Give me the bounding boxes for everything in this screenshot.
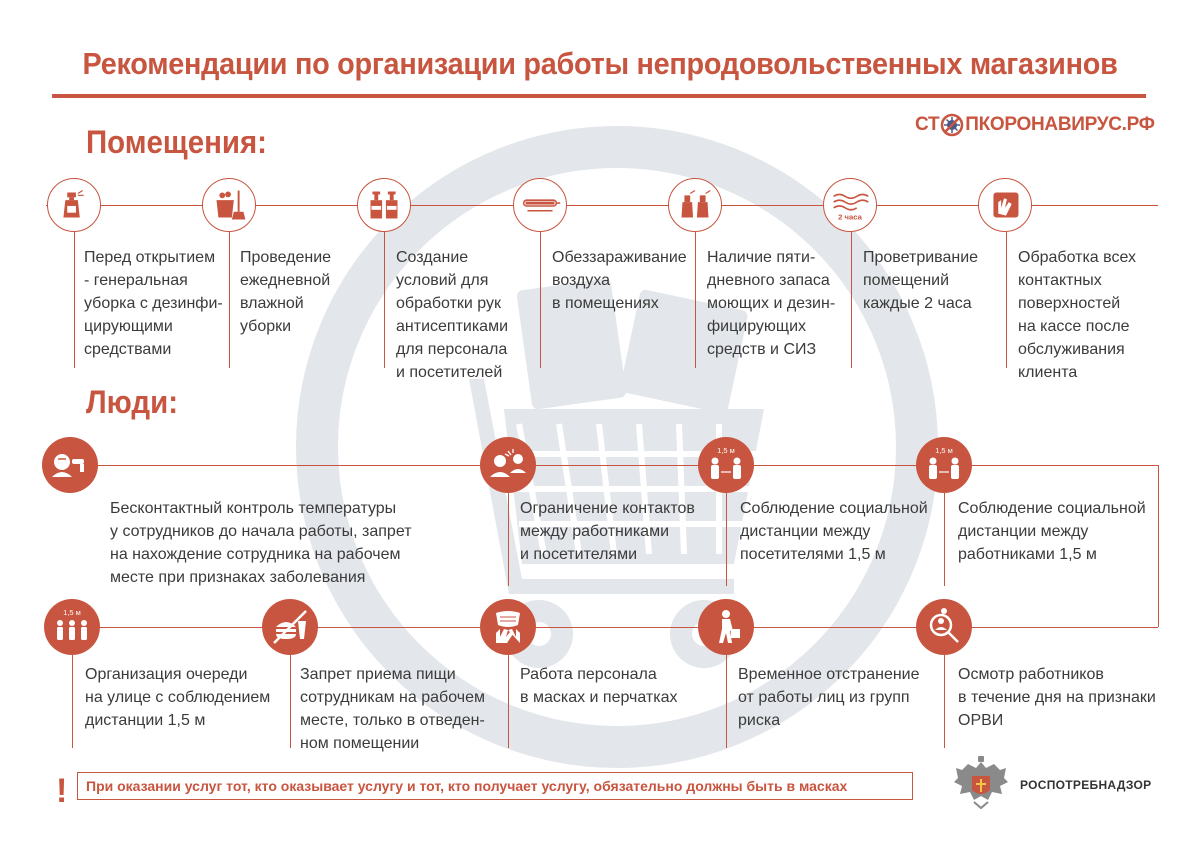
premises-text-3: Создание условий для обработки рук антисептиками для персонала и посетителей xyxy=(396,249,509,381)
connector-line xyxy=(74,232,75,368)
premises-text-6: Проветривание помещений каждые 2 часа xyxy=(863,249,979,312)
title-underline xyxy=(52,94,1146,98)
premises-text-7: Обработка всех контактных поверхностей на кассе после обслуживания клиента xyxy=(1018,249,1137,381)
spray-bottle-icon xyxy=(47,178,101,232)
page-title: Рекомендации по организации работы непродовольственных магазинов xyxy=(82,46,1118,81)
timeline-turn xyxy=(1158,465,1159,627)
people-text-5: Организация очереди на улице с соблюдением дистанции 1,5 м xyxy=(85,666,271,729)
people-text-8: Временное отстранение от работы лиц из групп риска xyxy=(738,666,920,729)
connector-line xyxy=(72,655,73,748)
double-headed-eagle-emblem-icon xyxy=(948,752,1014,818)
people-timeline-2 xyxy=(70,627,1158,628)
mask-notice: При оказании услуг тот, кто оказывает услугу и тот, кто получает услугу, обязательно должны быть в масках xyxy=(77,772,913,800)
connector-line xyxy=(540,232,541,368)
people-text-6: Запрет приема пищи сотрудникам на рабочем месте, только в отведен- ном помещении xyxy=(300,666,485,752)
logo-prefix: СТ xyxy=(915,114,940,135)
icon-caption: 2 часа xyxy=(838,212,862,222)
connector-line xyxy=(508,493,509,586)
distance-workers-icon xyxy=(916,437,972,493)
people-text-4: Соблюдение социальной дистанции между работниками 1,5 м xyxy=(958,500,1146,563)
premises-text-5: Наличие пяти- дневного запаса моющих и дезин- фицирующих средств и СИЗ xyxy=(707,249,836,358)
connector-line xyxy=(726,655,727,748)
symptom-check-icon xyxy=(916,599,972,655)
connector-line xyxy=(384,232,385,368)
section-title-premises: Помещения: xyxy=(86,124,267,160)
thermometer-check-icon xyxy=(42,437,98,493)
connector-line xyxy=(1006,232,1007,368)
bucket-mop-icon xyxy=(202,178,256,232)
people-text-7: Работа персонала в масках и перчатках xyxy=(520,666,678,706)
premises-text-2: Проведение ежедневной влажной уборки xyxy=(240,249,332,335)
premises-text-1: Перед открытием - генеральная уборка с дезинфи- цирующими средствами xyxy=(84,249,223,358)
people-text-1: Бесконтактный контроль температуры у сотрудников до начала работы, запрет на нахождение сотрудника на рабочем месте при признаках заболевания xyxy=(110,500,412,586)
stopcoronavirus-logo xyxy=(915,113,1155,137)
warning-mark: ! xyxy=(56,772,68,810)
surface-wipe-icon xyxy=(978,178,1032,232)
queue-distance-icon xyxy=(44,599,100,655)
people-text-9: Осмотр работников в течение дня на признаки ОРВИ xyxy=(958,666,1156,729)
detergent-stock-icon xyxy=(668,178,722,232)
premises-text-4: Обеззараживание воздуха в помещениях xyxy=(552,249,687,312)
icon-caption: 1,5 м xyxy=(63,608,81,617)
mask-gloves-icon xyxy=(480,599,536,655)
connector-line xyxy=(508,655,509,748)
icon-caption: 1,5 м xyxy=(717,446,735,455)
connector-line xyxy=(944,493,945,586)
section-title-people: Люди: xyxy=(86,384,178,420)
people-text-3: Соблюдение социальной дистанции между посетителями 1,5 м xyxy=(740,500,928,563)
icon-caption: 1,5 м xyxy=(935,446,953,455)
distance-visitors-icon xyxy=(698,437,754,493)
people-text-2: Ограничение контактов между работниками и посетителями xyxy=(520,500,695,563)
connector-line xyxy=(726,493,727,586)
air-flow-icon xyxy=(823,178,877,232)
logo-suffix: ПКОРОНАВИРУС.РФ xyxy=(965,114,1155,135)
people-timeline-1 xyxy=(70,465,1158,466)
connector-line xyxy=(851,232,852,368)
no-contact-icon xyxy=(480,437,536,493)
risk-group-icon xyxy=(698,599,754,655)
uv-lamp-icon xyxy=(513,178,567,232)
no-food-icon xyxy=(262,599,318,655)
connector-line xyxy=(944,655,945,748)
connector-line xyxy=(290,655,291,748)
sanitizer-bottles-icon xyxy=(357,178,411,232)
agency-name: РОСПОТРЕБНАДЗОР xyxy=(1020,778,1152,792)
connector-line xyxy=(229,232,230,368)
virus-icon xyxy=(940,113,964,137)
